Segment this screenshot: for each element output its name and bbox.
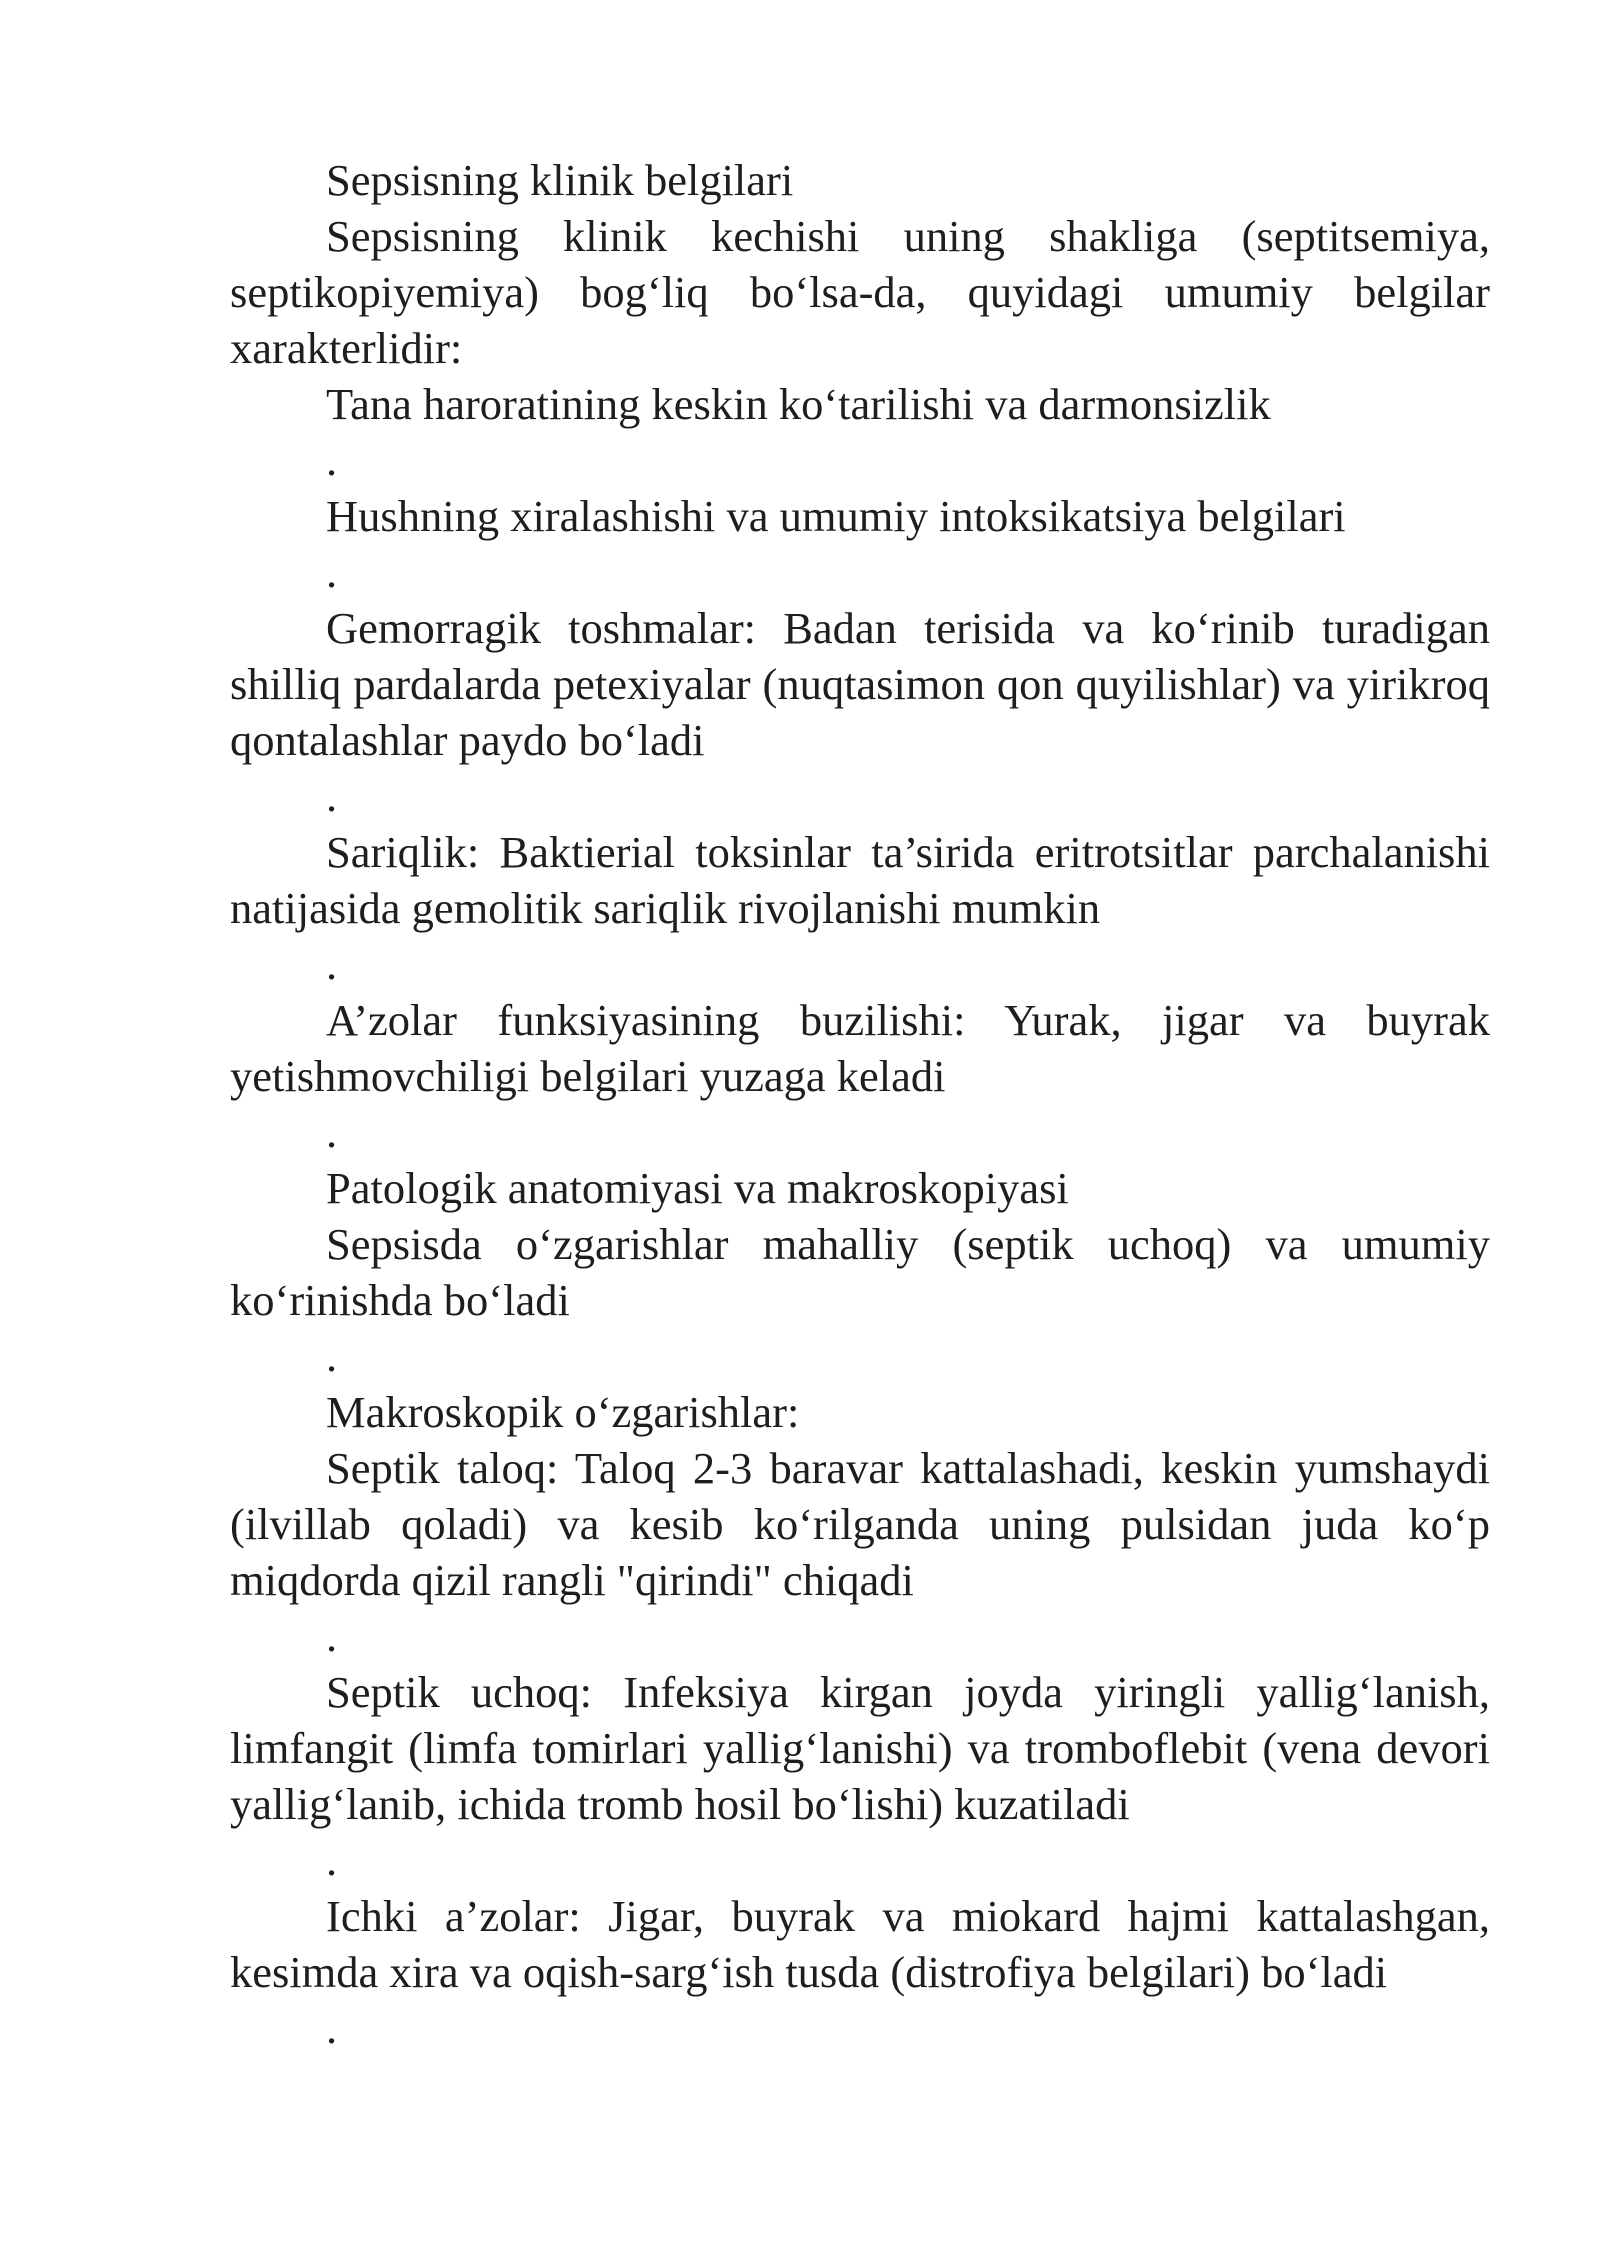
paragraph-septic-spleen: Septik taloq: Taloq 2-3 baravar kattalashadi, keskin yumshaydi (ilvillab qoladi) va kesib ko‘rilganda uning pulsidan juda ko‘p miqdorda qizil rangli "qirindi" chiqadi — [230, 1443, 1490, 1605]
dot-separator: . — [326, 435, 338, 485]
heading-macroscopic: Makroskopik o‘zgarishlar: — [326, 1387, 800, 1437]
dot-separator: . — [326, 1107, 338, 1157]
paragraph-septic-focus: Septik uchoq: Infeksiya kirgan joyda yiringli yallig‘lanish, limfangit (limfa tomirlari yallig‘lanishi) va tromboflebit (vena devori yallig‘lanib, ichida tromb hosil bo‘lishi) kuzatiladi — [230, 1667, 1490, 1829]
dot-separator: . — [326, 1835, 338, 1885]
dot-separator: . — [326, 547, 338, 597]
paragraph-sepsis-changes: Sepsisda o‘zgarishlar mahalliy (septik uchoq) va umumiy ko‘rinishda bo‘ladi — [230, 1219, 1490, 1325]
paragraph-internal-organs: Ichki a’zolar: Jigar, buyrak va miokard hajmi kattalashgan, kesimda xira va oqish-sarg‘ish tusda (distrofiya belgilari) bo‘ladi — [230, 1891, 1490, 1997]
paragraph-fever: Tana haroratining keskin ko‘tarilishi va darmonsizlik — [326, 379, 1271, 429]
dot-separator: . — [326, 1331, 338, 1381]
dot-separator: . — [326, 771, 338, 821]
heading-pathology: Patologik anatomiyasi va makroskopiyasi — [326, 1163, 1069, 1213]
dot-separator: . — [326, 2003, 338, 2053]
document-page — [230, 152, 1490, 2056]
paragraph-hemorrhagic-rash: Gemorragik toshmalar: Badan terisida va ko‘rinib turadigan shilliq pardalarda petexiyalar (nuqtasimon qon quyilishlar) va yirikroq qontalashlar paydo bo‘ladi — [230, 603, 1490, 765]
dot-separator: . — [326, 1611, 338, 1661]
paragraph-intro: Sepsisning klinik kechishi uning shakliga (septitsemiya, septikopiyemiya) bog‘liq bo‘lsa-da, quyidagi umumiy belgilar xarakterlidir: — [230, 211, 1490, 373]
heading-clinical-signs: Sepsisning klinik belgilari — [326, 155, 794, 205]
paragraph-jaundice: Sariqlik: Baktierial toksinlar ta’sirida eritrotsitlar parchalanishi natijasida gemolitik sariqlik rivojlanishi mumkin — [230, 827, 1490, 933]
dot-separator: . — [326, 939, 338, 989]
paragraph-organ-dysfunction: A’zolar funksiyasining buzilishi: Yurak, jigar va buyrak yetishmovchiligi belgilari yuzaga keladi — [230, 995, 1490, 1101]
paragraph-consciousness: Hushning xiralashishi va umumiy intoksikatsiya belgilari — [326, 491, 1346, 541]
